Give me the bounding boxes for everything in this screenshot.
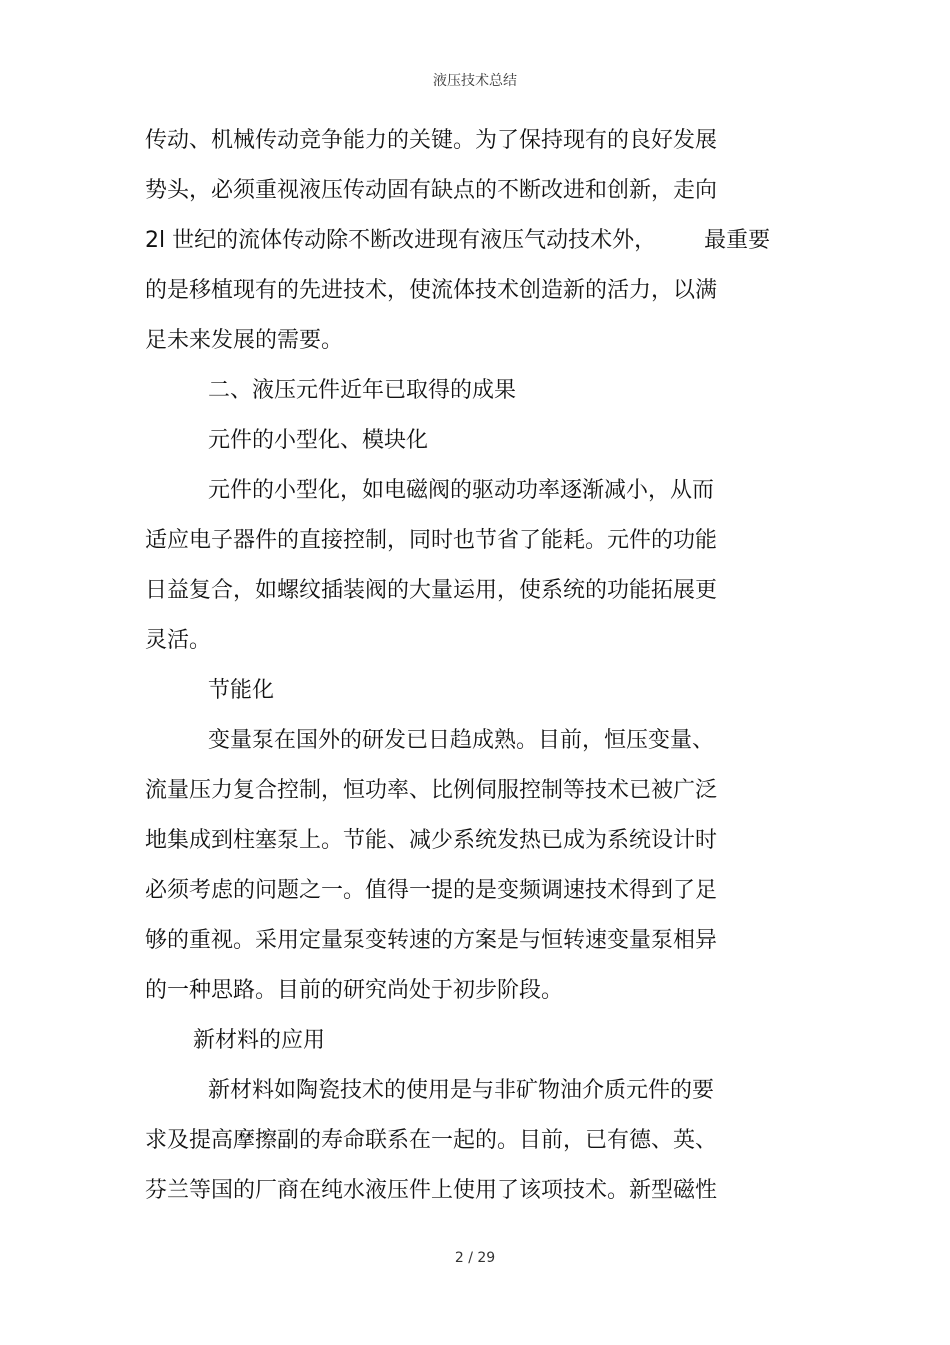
text-line: 日益复合，如螺纹插装阀的大量运用，使系统的功能拓展更 <box>145 578 718 603</box>
text-line: 适应电子器件的直接控制，同时也节省了能耗。元件的功能 <box>145 528 718 553</box>
text-line: 的一种思路。目前的研究尚处于初步阶段。 <box>145 978 564 1003</box>
subsection-heading: 新材料的应用 <box>193 1028 326 1053</box>
subsection-heading: 元件的小型化、模块化 <box>208 428 429 453</box>
text-line: 灵活。 <box>145 628 212 653</box>
text-line: 必须考虑的问题之一。值得一提的是变频调速技术得到了足 <box>145 878 718 903</box>
text-line: 变量泵在国外的研发已日趋成熟。目前，恒压变量、 <box>208 728 715 753</box>
text-line: 流量压力复合控制，恒功率、比例伺服控制等技术已被广泛 <box>145 778 718 803</box>
text-segment: 最重要 <box>704 228 771 253</box>
page-header <box>0 70 950 90</box>
text-line: 芬兰等国的厂商在纯水液压件上使用了该项技术。新型磁性 <box>145 1178 718 1203</box>
text-line: 够的重视。采用定量泵变转速的方案是与恒转速变量泵相异 <box>145 928 718 953</box>
page-total: 29 <box>477 1250 496 1266</box>
text-line: 势头，必须重视液压传动固有缺点的不断改进和创新，走向 <box>145 178 718 203</box>
document-title: 液压技术总结 <box>433 73 517 89</box>
subsection-heading: 节能化 <box>208 678 275 703</box>
text-segment: 2l 世纪的流体传动除不断改进现有液压气动技术外， <box>145 228 657 253</box>
text-line: 足未来发展的需要。 <box>145 328 344 353</box>
text-line: 求及提高摩擦副的寿命联系在一起的。目前，已有德、英、 <box>145 1128 718 1153</box>
page-current: 2 <box>454 1250 464 1266</box>
text-line: 新材料如陶瓷技术的使用是与非矿物油介质元件的要 <box>208 1078 715 1103</box>
page-separator: / <box>468 1250 473 1266</box>
section-heading: 二、液压元件近年已取得的成果 <box>208 378 517 403</box>
text-line: 传动、机械传动竞争能力的关键。为了保持现有的良好发展 <box>145 128 718 153</box>
page-number <box>0 1250 950 1266</box>
text-line: 的是移植现有的先进技术，使流体技术创造新的活力，以满 <box>145 278 718 303</box>
text-line: 元件的小型化，如电磁阀的驱动功率逐渐减小，从而 <box>208 478 715 503</box>
text-line <box>145 216 770 266</box>
text-line: 地集成到柱塞泵上。节能、减少系统发热已成为系统设计时 <box>145 828 718 853</box>
